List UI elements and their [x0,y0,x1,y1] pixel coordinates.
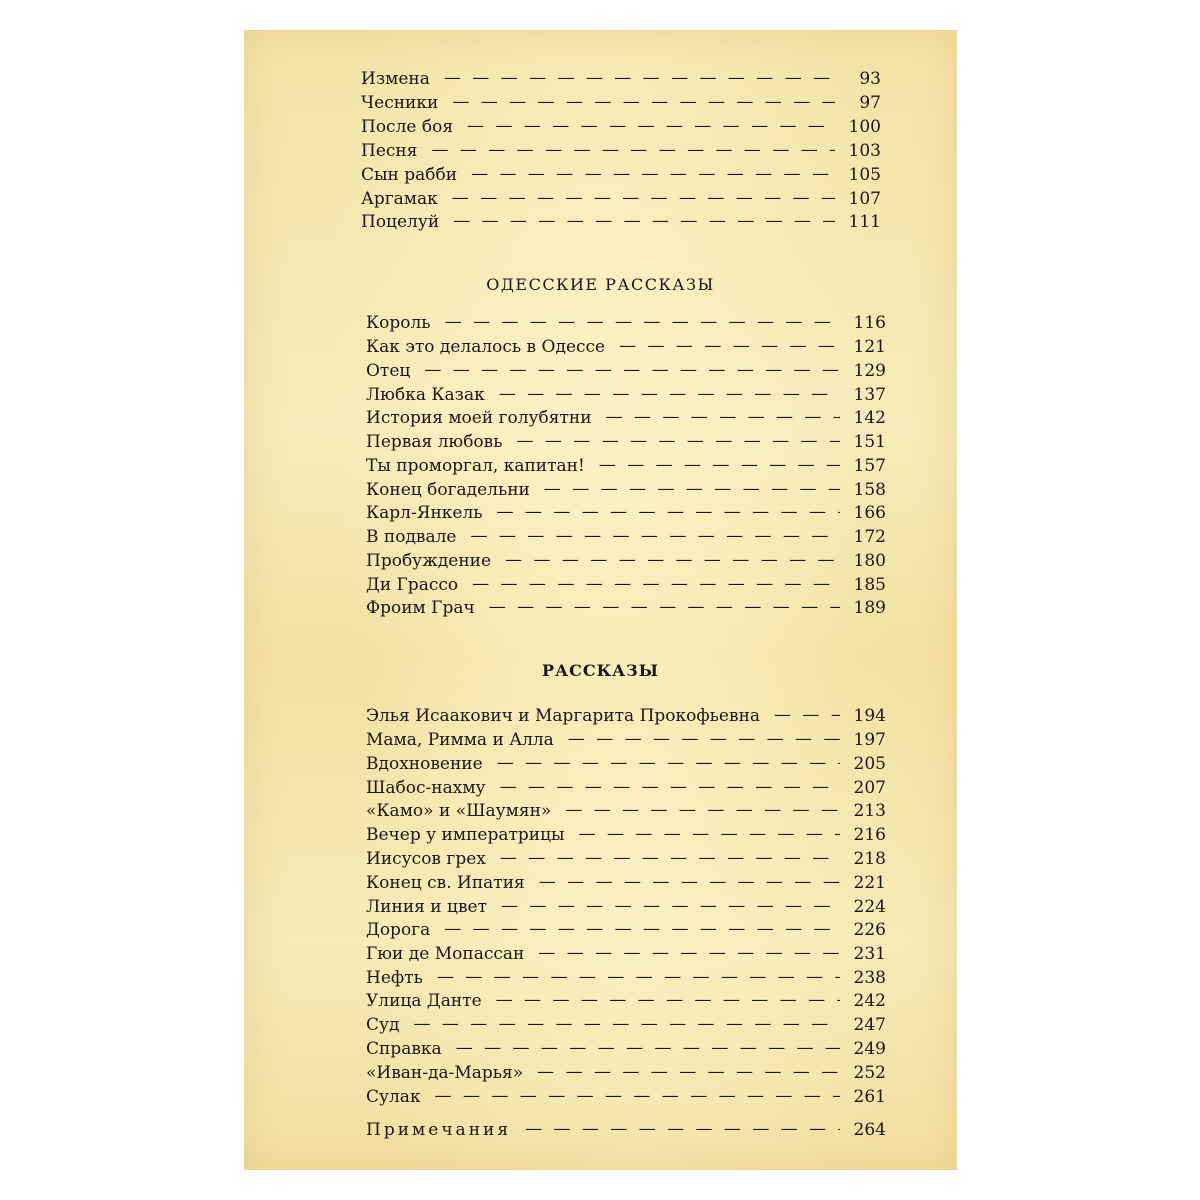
toc-entry [361,117,881,141]
entry-title: «Иван-да-Марья» [366,1063,524,1083]
leader-dashes [565,800,840,820]
entry-title: Элья Исаакович и Маргарита Прокофьевна [366,706,761,726]
entry-title: Вечер у императрицы [366,825,565,845]
entry-page: 107 [848,189,881,209]
entry-page: 129 [853,361,886,381]
entry-title: Мама, Римма и Алла [366,730,554,750]
entry-title: Пробуждение [366,551,492,571]
leader-dashes [437,967,840,987]
leader-dashes [497,502,840,522]
leader-dashes [444,919,840,939]
entry-title: В подвале [366,527,457,547]
toc-entry [366,706,886,730]
toc-entry [366,456,886,480]
entry-page: 231 [853,944,886,964]
toc-entry [366,503,886,527]
leader-dashes [496,990,840,1010]
entry-page: 261 [853,1087,886,1107]
leader-dashes [500,848,840,868]
entry-page: 197 [853,730,886,750]
toc-entry [361,189,881,213]
entry-title: Иисусов грех [366,849,486,869]
toc-entry [366,480,886,504]
leader-dashes [452,188,835,208]
entry-page: 172 [853,527,886,547]
entry-page: 158 [853,480,886,500]
entry-page: 216 [853,825,886,845]
entry-title: Конец богадельни [366,480,530,500]
leader-dashes [774,705,840,725]
toc-entry [366,778,886,802]
entry-page: 213 [853,801,886,821]
leader-dashes [500,777,840,797]
entry-title: После боя [361,117,454,137]
section-heading-odessa: ОДЕССКИЕ РАССКАЗЫ [486,275,715,294]
entry-title: Карл-Янкель [366,503,483,523]
book-page [244,30,957,1170]
entry-page: 242 [853,991,886,1011]
toc-entry [366,920,886,944]
entry-title: Измена [361,69,430,89]
toc-entry [366,313,886,337]
entry-page: 221 [853,873,886,893]
leader-dashes [539,872,840,892]
leader-dashes [501,896,840,916]
leader-dashes [452,92,835,112]
toc-entry [361,212,881,236]
entry-title: «Камо» и «Шаумян» [366,801,552,821]
entry-title: Ты проморгал, капитан! [366,456,585,476]
leader-dashes [431,140,835,160]
entry-page: 103 [848,141,881,161]
entry-title: Аргамак [361,189,438,209]
entry-title: Шабос-нахму [366,778,486,798]
leader-dashes [606,407,840,427]
entry-page: 226 [853,920,886,940]
entry-title: Чесники [361,93,439,113]
toc-entry [366,754,886,778]
entry-title: Поцелуй [361,212,440,232]
entry-page: 93 [859,69,881,89]
leader-dashes [435,1086,840,1106]
leader-dashes [505,550,840,570]
entry-page: 238 [853,968,886,988]
leader-dashes [499,384,840,404]
entry-title: Улица Данте [366,991,482,1011]
entry-title: Ди Грассо [366,575,459,595]
toc-entry [366,551,886,575]
leader-dashes [445,312,840,332]
entry-title: Линия и цвет [366,897,488,917]
toc-entry [366,385,886,409]
entry-page: 247 [853,1015,886,1035]
leader-dashes [497,753,840,773]
entry-page: 97 [859,93,881,113]
leader-dashes [472,574,840,594]
entry-title: Как это делалось в Одессе [366,337,606,357]
leader-dashes [456,1038,840,1058]
leader-dashes [538,943,840,963]
toc-entry [366,337,886,361]
leader-dashes [579,824,840,844]
leader-dashes [471,526,841,546]
entry-title: Первая любовь [366,432,503,452]
leader-dashes [525,1119,840,1139]
toc-entry [366,575,886,599]
entry-page: 264 [853,1120,886,1140]
leader-dashes [413,1014,840,1034]
entry-title: Суд [366,1015,400,1035]
leader-dashes [453,211,835,231]
toc-entry [366,991,886,1015]
entry-page: 224 [853,897,886,917]
toc-entry [366,432,886,456]
entry-title: Справка [366,1039,442,1059]
leader-dashes [471,164,835,184]
entry-title: Примечания [366,1120,512,1140]
entry-page: 166 [853,503,886,523]
entry-page: 252 [853,1063,886,1083]
toc-entry [361,141,881,165]
entry-title: Сулак [366,1087,421,1107]
entry-page: 100 [848,117,881,137]
toc-entry [366,1015,886,1039]
leader-dashes [537,1062,840,1082]
entry-page: 105 [848,165,881,185]
entry-page: 218 [853,849,886,869]
leader-dashes [544,479,840,499]
leader-dashes [424,360,840,380]
toc-entry [361,165,881,189]
toc-entry [366,849,886,873]
entry-title: Вдохновение [366,754,483,774]
leader-dashes [568,729,840,749]
toc-entry [361,93,881,117]
toc-entry [361,69,881,93]
entry-page: 205 [853,754,886,774]
toc-entry [366,361,886,385]
toc-entry [366,825,886,849]
leader-dashes [467,116,835,136]
entry-title: Отец [366,361,411,381]
toc-entry [366,801,886,825]
leader-dashes [619,336,840,356]
entry-title: Нефть [366,968,423,988]
toc-entry [366,408,886,432]
leader-dashes [517,431,841,451]
entry-page: 137 [853,385,886,405]
toc-entry [366,968,886,992]
entry-title: Любка Казак [366,385,485,405]
entry-title: Песня [361,141,418,161]
toc-entry [366,527,886,551]
leader-dashes [444,68,835,88]
leader-dashes [599,455,840,475]
entry-page: 151 [853,432,886,452]
section-heading-stories: РАССКАЗЫ [542,661,659,680]
entry-title: Фроим Грач [366,598,475,618]
toc-entry [366,1039,886,1063]
entry-page: 189 [853,598,886,618]
entry-title: Сын рабби [361,165,458,185]
entry-title: Гюи де Мопассан [366,944,525,964]
entry-page: 116 [853,313,886,333]
toc-entry [366,873,886,897]
entry-page: 121 [853,337,886,357]
entry-page: 157 [853,456,886,476]
toc-entry-notes [366,1120,886,1144]
entry-title: Конец св. Ипатия [366,873,525,893]
toc-entry [366,598,886,622]
leader-dashes [489,597,840,617]
toc-entry [366,944,886,968]
toc-entry [366,730,886,754]
entry-page: 249 [853,1039,886,1059]
entry-page: 142 [853,408,886,428]
entry-title: Дорога [366,920,431,940]
toc-entry [366,1087,886,1111]
entry-page: 194 [853,706,886,726]
entry-page: 111 [848,212,881,232]
entry-title: История моей голубятни [366,408,592,428]
entry-page: 207 [853,778,886,798]
entry-title: Король [366,313,431,333]
entry-page: 185 [853,575,886,595]
toc-entry [366,897,886,921]
toc-entry [366,1063,886,1087]
entry-page: 180 [853,551,886,571]
